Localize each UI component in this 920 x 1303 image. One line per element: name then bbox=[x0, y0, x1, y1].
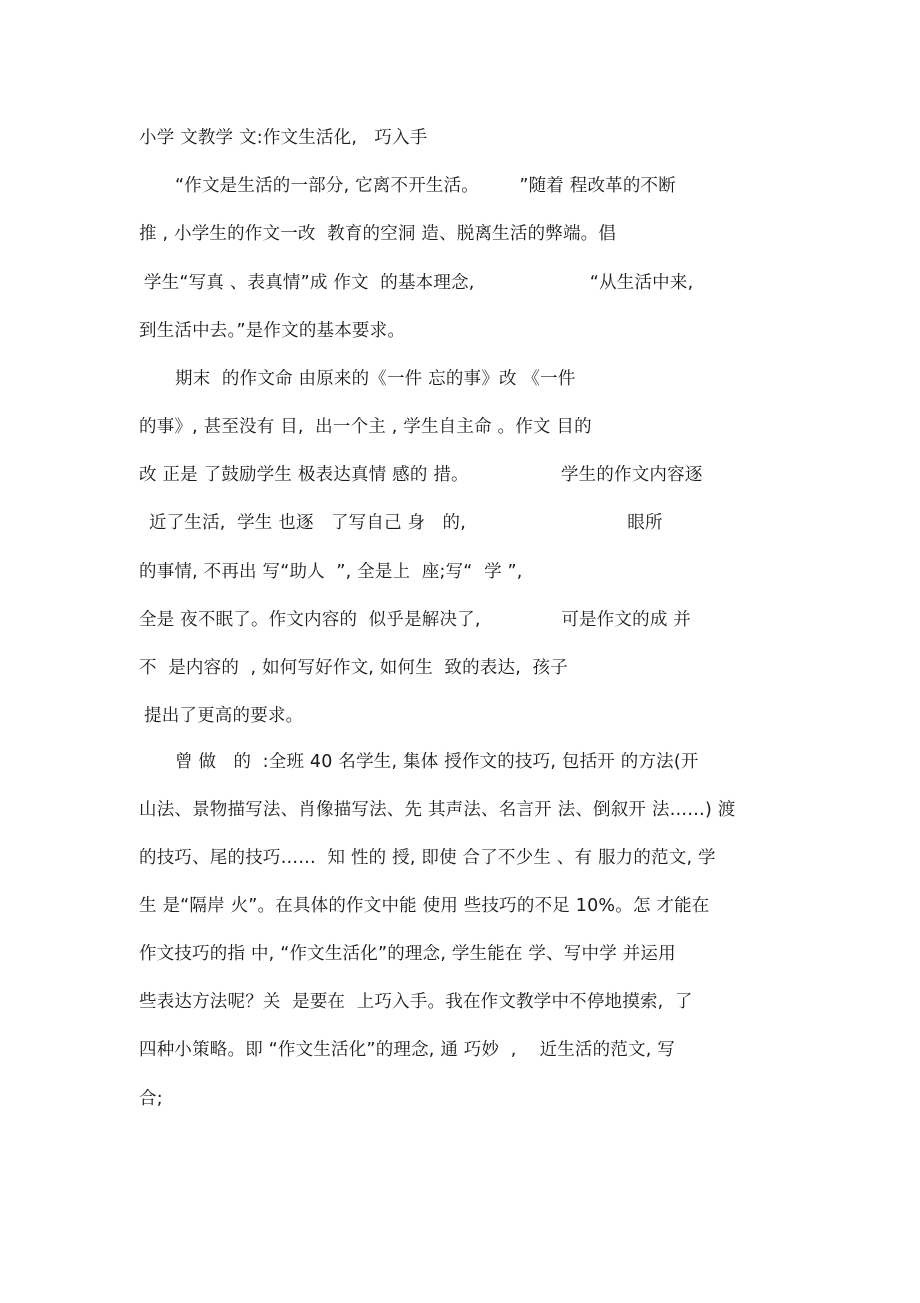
paragraph-line: 提出了更高的要求。 bbox=[144, 706, 304, 726]
paragraph-line: 期末 的作文命 由原来的《一件 忘的事》改 《一件 bbox=[175, 369, 576, 389]
paragraph-line: 生 是“隔岸 火”。在具体的作文中能 使用 些技巧的不足 10%。怎 才能在 bbox=[139, 896, 710, 916]
paragraph-line: 四种小策略。即 “作文生活化”的理念, 通 巧妙 , 近生活的范文, 写 bbox=[139, 1040, 675, 1060]
paragraph-line: 不 是内容的 , 如何写好作文, 如何生 致的表达, 孩子 bbox=[139, 658, 568, 678]
paragraph-line: 作文技巧的指 中, “作文生活化”的理念, 学生能在 学、写中学 并运用 bbox=[139, 944, 676, 964]
paragraph-line: 的技巧、尾的技巧…… 知 性的 授, 即使 合了不少生 、有 服力的范文, 学 bbox=[139, 848, 716, 868]
paragraph-line: “作文是生活的一部分, 它离不开生活。 ”随着 程改革的不断 bbox=[175, 176, 676, 196]
paragraph-line: 的事情, 不再出 写“助人 ”, 全是上 座;写“ 学 ”, bbox=[139, 562, 523, 582]
paragraph-line: 改 正是 了鼓励学生 极表达真情 感的 措。 学生的作文内容逐 bbox=[139, 465, 703, 485]
paragraph-line: 曾 做 的 :全班 40 名学生, 集体 授作文的技巧, 包括开 的方法(开 bbox=[175, 752, 699, 772]
paragraph-line: 全是 夜不眠了。作文内容的 似乎是解决了, 可是作文的成 并 bbox=[139, 610, 691, 630]
paragraph-line: 山法、景物描写法、肖像描写法、先 其声法、名言开 法、倒叙开 法……) 渡 bbox=[139, 800, 736, 820]
document-title: 小学 文教学 文:作文生活化, 巧入手 bbox=[139, 128, 428, 148]
paragraph-line: 合; bbox=[139, 1089, 163, 1109]
paragraph-line: 些表达方法呢？关 是要在 上巧入手。我在作文教学中不停地摸索, 了 bbox=[139, 992, 693, 1012]
paragraph-line: 的事》, 甚至没有 目, 出一个主 , 学生自主命 。作文 目的 bbox=[139, 417, 592, 437]
paragraph-line: 近了生活, 学生 也逐 了写自己 身 的, 眼所 bbox=[149, 513, 663, 533]
paragraph-line: 学生“写真 、表真情”成 作文 的基本理念, “从生活中来, bbox=[144, 273, 694, 293]
paragraph-line: 到生活中去。”是作文的基本要求。 bbox=[139, 321, 406, 341]
paragraph-line: 推 , 小学生的作文一改 教育的空洞 造、脱离生活的弊端。倡 bbox=[139, 224, 617, 244]
